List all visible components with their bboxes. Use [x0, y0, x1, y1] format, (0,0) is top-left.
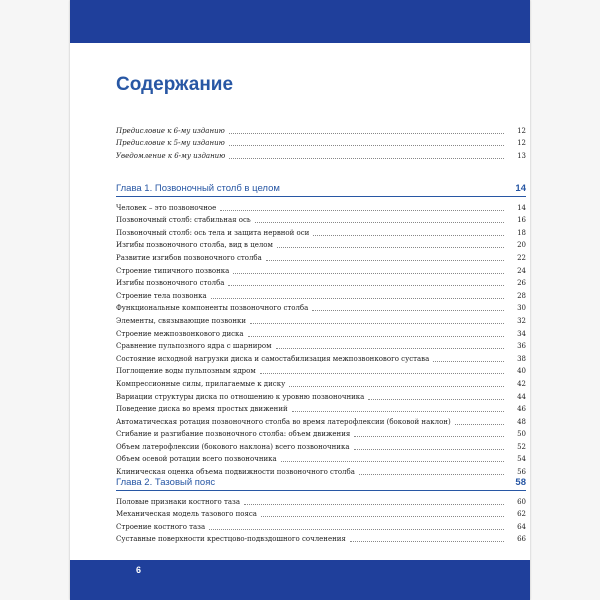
header-band — [70, 0, 530, 43]
toc-entry-page: 32 — [517, 316, 526, 325]
dot-leader — [229, 145, 504, 146]
toc-entry-label: Позвоночный столб: ось тела и защита нервной оси — [116, 228, 310, 237]
toc-entry-page: 40 — [517, 367, 526, 376]
toc-entry-page: 60 — [517, 497, 526, 506]
toc-entry-label: Поглощение воды пульпозным ядром — [116, 367, 256, 376]
toc-entry-page: 50 — [517, 430, 526, 439]
toc-entry-label: Суставные поверхности крестцово-подвздошного сочленения — [116, 535, 346, 544]
toc-entry-page: 38 — [517, 354, 526, 363]
dot-leader — [350, 541, 504, 542]
dot-leader — [292, 411, 504, 412]
toc-entry-label: Строение тела позвонка — [116, 291, 207, 300]
toc-entry[interactable] — [116, 364, 526, 377]
toc-entry-page: 64 — [517, 522, 526, 531]
dot-leader — [248, 336, 504, 337]
toc-entry-page: 46 — [517, 405, 526, 414]
chapter-heading[interactable] — [116, 178, 526, 197]
toc-entry[interactable] — [116, 326, 526, 339]
toc-entry-label: Уведомление к 6-му изданию — [116, 151, 226, 160]
toc-entry[interactable] — [116, 225, 526, 238]
chapter-title: Глава 1. Позвоночный столб в целом — [116, 183, 280, 194]
dot-leader — [277, 247, 504, 248]
toc-entry[interactable] — [116, 402, 526, 415]
toc-entry-label: Вариации структуры диска по отношению к уровню позвоночника — [116, 392, 365, 401]
toc-entry[interactable] — [116, 494, 526, 507]
toc-entry-page: 12 — [517, 126, 526, 135]
dot-leader — [368, 399, 504, 400]
toc-entry[interactable] — [116, 376, 526, 389]
dot-leader — [229, 133, 504, 134]
dot-leader — [211, 298, 504, 299]
chapter-heading[interactable] — [116, 472, 526, 491]
page-title: Содержание — [116, 74, 234, 95]
toc-entry-page: 16 — [517, 216, 526, 225]
toc-entry-label: Состояние исходной нагрузки диска и самостабилизация межпозвонкового сустава — [116, 354, 430, 363]
toc-entry-page: 36 — [517, 342, 526, 351]
toc-entry[interactable] — [116, 389, 526, 402]
dot-leader — [261, 516, 504, 517]
toc-entry-label: Человек – это позвоночное — [116, 203, 217, 212]
toc-entry-page: 66 — [517, 535, 526, 544]
toc-entry-label: Строение костного таза — [116, 522, 206, 531]
toc-entry-page: 52 — [517, 442, 526, 451]
toc-entry-page: 18 — [517, 228, 526, 237]
toc-entry[interactable] — [116, 507, 526, 520]
toc-entry[interactable] — [116, 200, 526, 213]
toc-entry[interactable] — [116, 301, 526, 314]
toc-entry[interactable] — [116, 439, 526, 452]
toc-entry-page: 42 — [517, 379, 526, 388]
toc-entry[interactable] — [116, 136, 526, 149]
dot-leader — [255, 222, 504, 223]
dot-leader — [209, 529, 504, 530]
dot-leader — [433, 361, 504, 362]
toc-entry-label: Компрессионные силы, прилагаемые к диску — [116, 379, 286, 388]
chapter-title: Глава 2. Тазовый пояс — [116, 477, 216, 488]
toc-entry-label: Механическая модель тазового пояса — [116, 510, 257, 519]
toc-entry-label: Половые признаки костного таза — [116, 497, 241, 506]
toc-entry[interactable] — [116, 427, 526, 440]
toc-entry[interactable] — [116, 238, 526, 251]
dot-leader — [229, 158, 504, 159]
toc-entry-label: Элементы, связывающие позвонки — [116, 316, 247, 325]
toc-entry[interactable] — [116, 148, 526, 161]
dot-leader — [276, 348, 504, 349]
toc-entry-label: Позвоночный столб: стабильная ось — [116, 216, 251, 225]
toc-entry[interactable] — [116, 250, 526, 263]
toc-entry-label: Клиническая оценка объема подвижности позвоночного столба — [116, 468, 355, 477]
toc-entry[interactable] — [116, 351, 526, 364]
toc-entry-page: 44 — [517, 392, 526, 401]
toc-entry-page: 48 — [517, 417, 526, 426]
chapter-page: 14 — [515, 183, 526, 194]
toc-entry-label: Функциональные компоненты позвоночного столба — [116, 304, 309, 313]
toc-entry-label: Поведение диска во время простых движений — [116, 405, 288, 414]
dot-leader — [233, 273, 504, 274]
dot-leader — [250, 323, 504, 324]
page-number: 6 — [136, 565, 142, 575]
dot-leader — [281, 461, 504, 462]
toc-entry-page: 28 — [517, 291, 526, 300]
toc-entry[interactable] — [116, 123, 526, 136]
toc-entry[interactable] — [116, 519, 526, 532]
dot-leader — [354, 449, 504, 450]
toc-entry-page: 56 — [517, 468, 526, 477]
toc-entry-page: 34 — [517, 329, 526, 338]
toc-entry-label: Изгибы позвоночного столба, вид в целом — [116, 241, 273, 250]
toc-entry[interactable] — [116, 213, 526, 226]
dot-leader — [354, 436, 504, 437]
toc-entry-label: Развитие изгибов позвоночного столба — [116, 253, 262, 262]
toc-entry-page: 14 — [517, 203, 526, 212]
dot-leader — [289, 386, 504, 387]
toc-entry[interactable] — [116, 313, 526, 326]
toc-entry-label: Сравнение пульпозного ядра с шарниром — [116, 342, 272, 351]
toc-entry[interactable] — [116, 263, 526, 276]
toc-entry[interactable] — [116, 276, 526, 289]
dot-leader — [455, 424, 504, 425]
dot-leader — [266, 260, 504, 261]
toc-entry[interactable] — [116, 288, 526, 301]
toc-entry-page: 54 — [517, 455, 526, 464]
dot-leader — [313, 235, 504, 236]
toc-entry-page: 22 — [517, 253, 526, 262]
toc-entry-page: 12 — [517, 139, 526, 148]
toc-entry-label: Изгибы позвоночного столба — [116, 279, 225, 288]
toc-entry-label: Объем осевой ротации всего позвоночника — [116, 455, 277, 464]
book-page — [70, 0, 530, 600]
toc-entry-page: 62 — [517, 510, 526, 519]
dot-leader — [228, 285, 504, 286]
chapter-section — [116, 178, 526, 477]
toc-entry-page: 26 — [517, 279, 526, 288]
toc-entry-label: Автоматическая ротация позвоночного столба во время латерофлексии (боковой наклон) — [116, 417, 451, 426]
toc-entry-label: Предисловие к 6-му изданию — [116, 126, 225, 135]
dot-leader — [220, 210, 504, 211]
toc-entry-label: Объем латерофлексии (бокового наклона) всего позвоночника — [116, 442, 350, 451]
toc-entry[interactable] — [116, 339, 526, 352]
dot-leader — [312, 310, 504, 311]
dot-leader — [244, 504, 504, 505]
toc-entry-label: Строение типичного позвонка — [116, 266, 230, 275]
dot-leader — [260, 373, 504, 374]
toc-entry-label: Сгибание и разгибание позвоночного столба: объем движения — [116, 430, 351, 439]
toc-entry[interactable] — [116, 532, 526, 545]
toc-entry-page: 30 — [517, 304, 526, 313]
preface-list — [116, 123, 526, 161]
toc-entry-page: 13 — [517, 151, 526, 160]
toc-entry-page: 20 — [517, 241, 526, 250]
toc-entry-label: Строение межпозвонкового диска — [116, 329, 244, 338]
chapter-section — [116, 472, 526, 544]
toc-entry[interactable] — [116, 414, 526, 427]
toc-entry-label: Предисловие к 5-му изданию — [116, 139, 225, 148]
chapter-page: 58 — [515, 477, 526, 488]
toc-entry-page: 24 — [517, 266, 526, 275]
toc-entry[interactable] — [116, 452, 526, 465]
